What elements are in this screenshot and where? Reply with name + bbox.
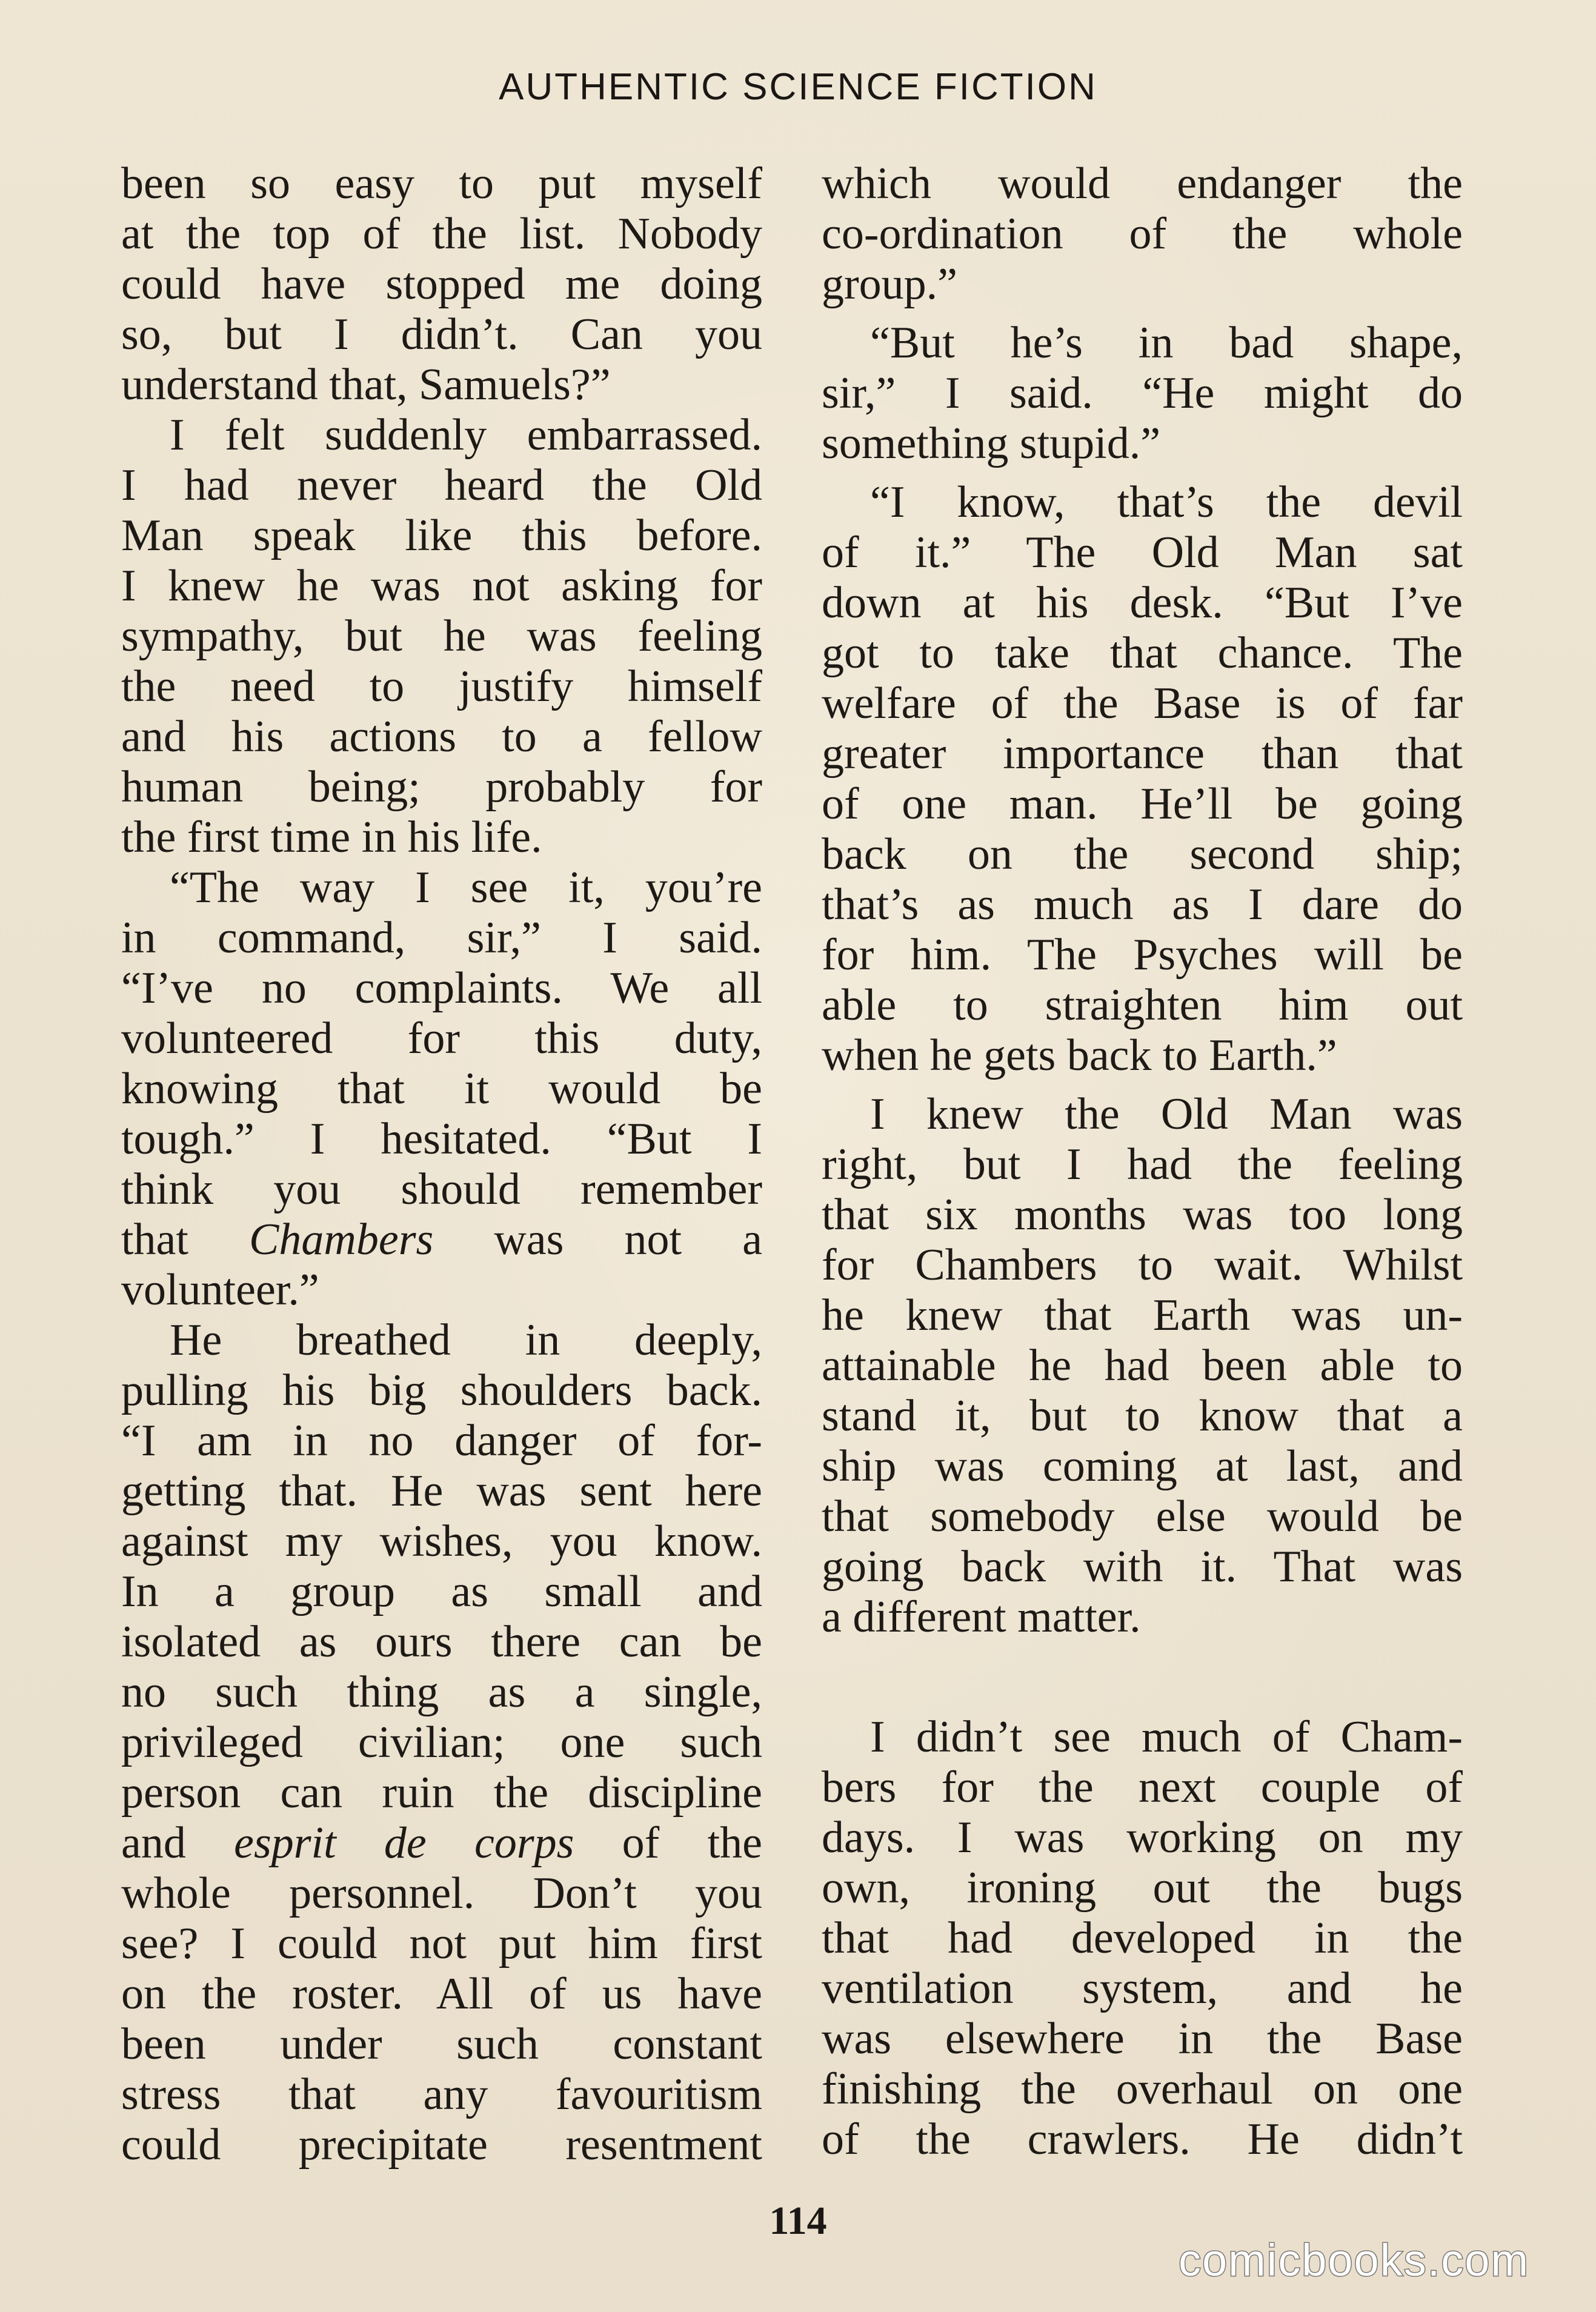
text-line: I felt suddenly embarrassed. — [170, 410, 762, 460]
text-line: I didn’t see much of Cham- — [870, 1712, 1463, 1762]
text-line: he knew that Earth was un- — [822, 1291, 1463, 1340]
text-line: attainable he had been able to — [822, 1341, 1463, 1390]
text-line: sympathy, but he was feeling — [121, 611, 762, 661]
text-line: privileged civilian; one such — [121, 1718, 762, 1767]
text-line-italic-esprit: and esprit de corps of the — [121, 1818, 762, 1868]
paragraph — [121, 1315, 762, 2170]
text-line: that somebody else would be — [822, 1492, 1463, 1541]
text-line: understand that, Samuels?” — [121, 360, 611, 410]
text-column-right — [822, 159, 1463, 2165]
text-line: and his actions to a fellow — [121, 712, 762, 762]
text-line: down at his desk. “But I’ve — [822, 578, 1463, 628]
text-line: stress that any favouritism — [121, 2070, 762, 2119]
watermark-logo: comicbooks.com — [1179, 2235, 1530, 2285]
text-line: I knew he was not asking for — [121, 561, 762, 611]
text-line: getting that. He was sent here — [121, 1466, 762, 1516]
paragraph — [121, 410, 762, 863]
text-line: Man speak like this before. — [121, 511, 762, 560]
text-line: welfare of the Base is of far — [822, 679, 1463, 728]
text-line: volunteered for this duty, — [121, 1014, 762, 1063]
text-line: able to straighten him out — [822, 980, 1463, 1030]
page-number: 114 — [769, 2199, 827, 2243]
text-line: been under such constant — [121, 2019, 762, 2069]
paragraph-after-section-break — [822, 1712, 1463, 2165]
text-line: so, but I didn’t. Can you — [121, 310, 762, 359]
text-line: the first time in his life. — [121, 812, 542, 862]
text-line: right, but I had the feeling — [822, 1140, 1463, 1189]
text-line: pulling his big shoulders back. — [121, 1366, 762, 1415]
paragraph — [822, 159, 1463, 310]
italic-text: esprit de corps — [234, 1818, 574, 1868]
text-line: stand it, but to know that a — [822, 1391, 1463, 1441]
text-line: of it.” The Old Man sat — [822, 528, 1463, 577]
text-line: “I’ve no complaints. We all — [121, 963, 762, 1013]
text-line: back on the second ship; — [822, 829, 1463, 879]
text-line: no such thing as a single, — [121, 1667, 762, 1717]
text-line: I knew the Old Man was — [870, 1089, 1463, 1139]
text-line: against my wishes, you know. — [121, 1516, 762, 1566]
text-line: own, ironing out the bugs — [822, 1863, 1463, 1913]
text-line: group.” — [822, 259, 957, 309]
text-line: greater importance than that — [822, 729, 1463, 779]
text-line: for Chambers to wait. Whilst — [822, 1240, 1463, 1290]
text-line: I had never heard the Old — [121, 460, 762, 510]
text-line: In a group as small and — [121, 1567, 762, 1616]
text-line: see? I could not put him first — [121, 1919, 762, 1968]
paragraph — [822, 477, 1463, 1081]
text-line: ventilation system, and he — [822, 1964, 1463, 2013]
text-line: ship was coming at last, and — [822, 1441, 1463, 1491]
text-line: of the crawlers. He didn’t — [822, 2114, 1463, 2164]
text-line: that six months was too long — [822, 1190, 1463, 1240]
text-line: that’s as much as I dare do — [822, 880, 1463, 929]
text-line: on the roster. All of us have — [121, 1969, 762, 2019]
text-line: whole personnel. Don’t you — [121, 1869, 762, 1918]
text-line: which would endanger the — [822, 159, 1463, 208]
text-line: something stupid.” — [822, 419, 1161, 468]
paragraph — [121, 159, 762, 410]
text-line: sir,” I said. “He might do — [822, 368, 1463, 418]
text-line: finishing the overhaul on one — [822, 2064, 1463, 2114]
text-line: got to take that chance. The — [822, 628, 1463, 678]
text-line: could have stopped me doing — [121, 259, 762, 309]
text-line: knowing that it would be — [121, 1064, 762, 1114]
text-line: He breathed in deeply, — [170, 1315, 762, 1365]
paragraph — [822, 1089, 1463, 1643]
text-line: “But he’s in bad shape, — [870, 318, 1463, 368]
text-line: a different matter. — [822, 1592, 1141, 1642]
text-line: “I know, that’s the devil — [870, 477, 1463, 527]
text-line: bers for the next couple of — [822, 1762, 1463, 1812]
text-line: could precipitate resentment — [121, 2120, 762, 2170]
text-line: for him. The Psyches will be — [822, 930, 1463, 980]
text-line: the need to justify himself — [121, 662, 762, 711]
text-line: when he gets back to Earth.” — [822, 1031, 1337, 1080]
text-line: that had developed in the — [822, 1913, 1463, 1963]
text-line: human being; probably for — [121, 762, 762, 812]
text-line: in command, sir,” I said. — [121, 913, 762, 963]
text-line: going back with it. That was — [822, 1542, 1463, 1592]
text-line: “The way I see it, you’re — [170, 863, 762, 912]
text-line-italic-chambers: that Chambers was not a — [121, 1215, 762, 1264]
text-line: isolated as ours there can be — [121, 1617, 762, 1667]
text-line: at the top of the list. Nobody — [121, 209, 762, 259]
paragraph — [822, 318, 1463, 469]
text-column-left — [121, 159, 762, 2170]
italic-text: Chambers — [249, 1215, 434, 1264]
text-line: volunteer.” — [121, 1265, 319, 1315]
text-line: think you should remember — [121, 1164, 762, 1214]
text-line: been so easy to put myself — [121, 159, 762, 208]
text-line: person can ruin the discipline — [121, 1768, 762, 1818]
text-line: was elsewhere in the Base — [822, 2014, 1463, 2064]
text-line: of one man. He’ll be going — [822, 779, 1463, 829]
text-line: “I am in no danger of for- — [121, 1416, 762, 1466]
running-head: AUTHENTIC SCIENCE FICTION — [499, 66, 1097, 108]
text-line: co-ordination of the whole — [822, 209, 1463, 259]
text-line: days. I was working on my — [822, 1813, 1463, 1862]
text-line: tough.” I hesitated. “But I — [121, 1114, 762, 1164]
paragraph — [121, 863, 762, 1315]
